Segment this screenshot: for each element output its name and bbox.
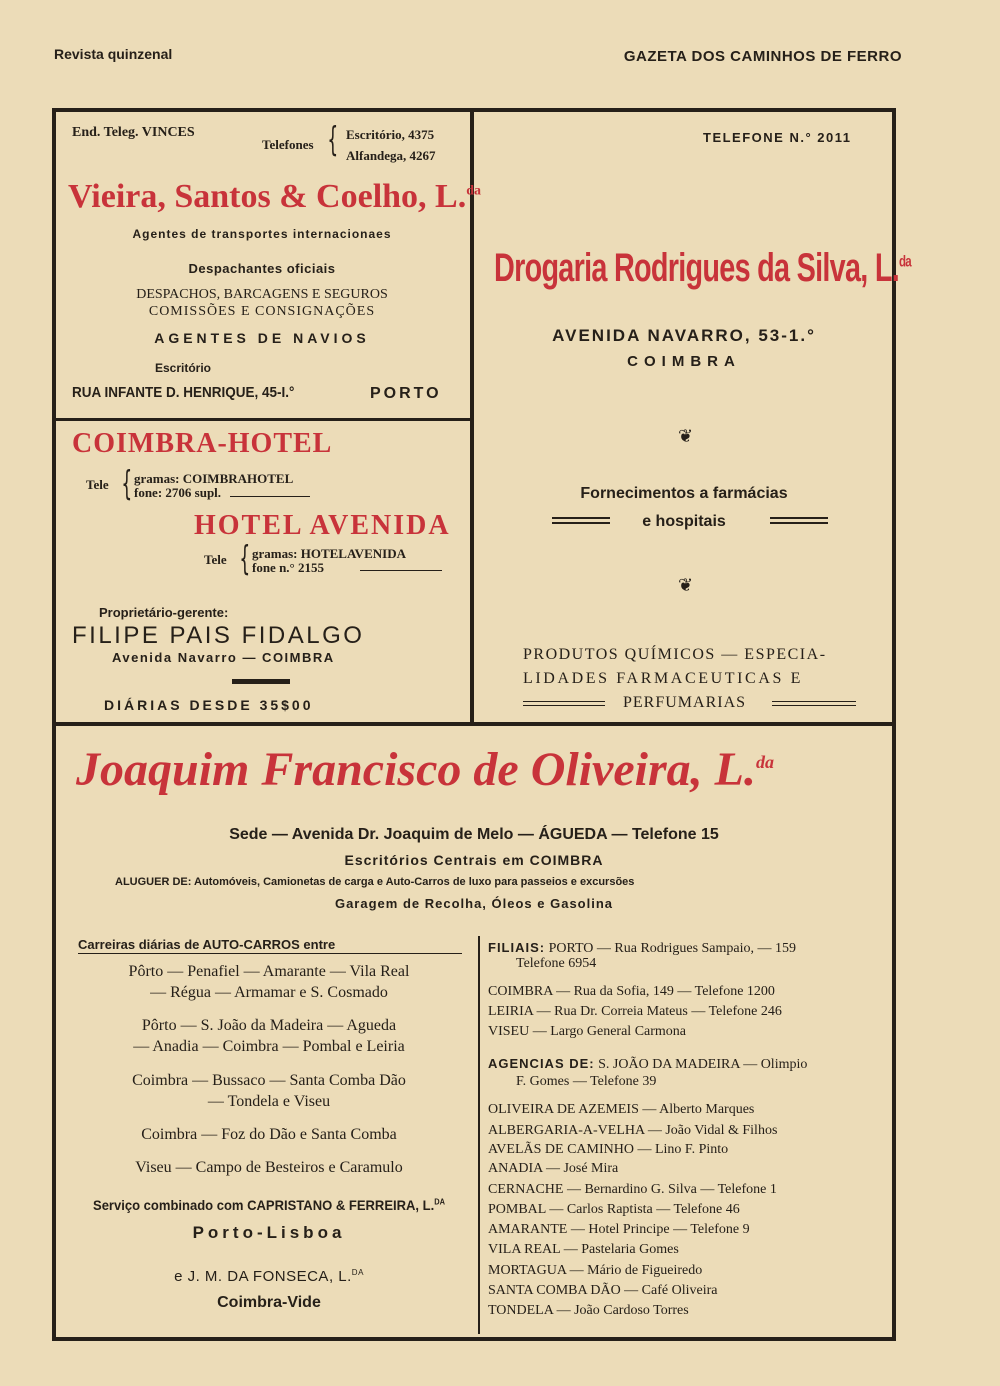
produtos-line3: PERFUMARIAS: [623, 694, 747, 711]
fonseca: e J. M. DA FONSECA, L.$^{DA}$: [174, 1268, 364, 1285]
agencia-item: POMBAL — Carlos Raptista — Telefone 46: [488, 1202, 740, 1217]
agencia-item: OLIVEIRA DE AZEMEIS — Alberto Marques: [488, 1102, 755, 1117]
double-rule: [770, 517, 828, 524]
route-line: Pôrto — Penafiel — Amarante — Vila Real: [128, 963, 410, 980]
agencia-item: AMARANTE — Hotel Principe — Telefone 9: [488, 1222, 750, 1237]
drogaria-city: COIMBRA: [627, 353, 741, 370]
produtos-line2: LIDADES FARMACEUTICAS E: [523, 670, 803, 687]
coimbra-hotel-gramas: gramas: COIMBRAHOTEL: [134, 471, 294, 486]
agencia-item: AVELÃS DE CAMINHO — Lino F. Pinto: [488, 1142, 729, 1157]
vieira-address: RUA INFANTE D. HENRIQUE, 45-I.°: [72, 384, 295, 401]
vieira-city: PORTO: [370, 385, 442, 402]
garagem: Garagem de Recolha, Óleos e Gasolina: [334, 896, 614, 911]
tele-label: Tele: [204, 552, 227, 567]
separator-bar: [232, 679, 290, 684]
agencia-item: TONDELA — João Cardoso Torres: [488, 1303, 689, 1318]
ornament-icon: ❦: [678, 426, 694, 447]
filiais-first: FILIAIS: PORTO — Rua Rodrigues Sampaio, — 159: [488, 940, 797, 956]
route-line: Coimbra — Bussaco — Santa Comba Dão: [132, 1072, 406, 1089]
teleg-address: End. Teleg. VINCES: [72, 125, 195, 140]
column-divider: [478, 936, 480, 1334]
vieira-subtitle: Agentes de transportes internacionaes: [132, 227, 392, 241]
produtos-line1: PRODUTOS QUÍMICOS — ESPECIA-: [523, 646, 827, 663]
diarias: DIÁRIAS DESDE 35$00: [104, 697, 314, 713]
header-right: GAZETA DOS CAMINHOS DE FERRO: [623, 48, 902, 65]
fornecimentos-line2: e hospitais: [642, 513, 726, 530]
fornecimentos-line1: Fornecimentos a farmácias: [580, 485, 788, 502]
aluguer-line: ALUGUER DE: Automóveis, Camionetas de carga e Auto-Carros de luxo para passeios e excursões: [115, 876, 635, 888]
escritorio-label: Escritório: [155, 361, 212, 375]
agentes-navios: AGENTES DE NAVIOS: [154, 330, 370, 346]
filial-item: COIMBRA — Rua da Sofia, 149 — Telefone 1200: [488, 984, 775, 999]
coimbra-vide: Coimbra-Vide: [217, 1294, 321, 1311]
brace-icon: {: [121, 464, 133, 504]
agencia-item: SANTA COMBA DÃO — Café Oliveira: [488, 1283, 718, 1298]
ornament-icon: ❦: [678, 575, 694, 596]
agencia-item: CERNACHE — Bernardino G. Silva — Telefone 1: [488, 1182, 777, 1197]
despachantes: Despachantes oficiais: [188, 261, 336, 276]
agencia-item: ALBERGARIA-A-VELHA — João Vidal & Filhos: [488, 1123, 778, 1138]
telefones-label: Telefones: [262, 137, 314, 152]
joaquim-company-name: Joaquim Francisco de Oliveira, L.$^{da}$: [76, 743, 774, 796]
agencia-item: MORTAGUA — Mário de Figueiredo: [488, 1263, 703, 1278]
hotel-address: Avenida Navarro — COIMBRA: [112, 650, 335, 665]
agencias-first-cont: F. Gomes — Telefone 39: [516, 1074, 657, 1089]
coimbra-hotel-title: COIMBRA-HOTEL: [72, 428, 333, 459]
proprietario-name: FILIPE PAIS FIDALGO: [72, 622, 365, 649]
route-line: Coimbra — Foz do Dão e Santa Comba: [141, 1126, 397, 1143]
hotel-avenida-gramas: gramas: HOTELAVENIDA: [252, 546, 406, 561]
agencia-item: VILA REAL — Pastelaria Gomes: [488, 1242, 679, 1257]
drogaria-address: AVENIDA NAVARRO, 53-1.°: [552, 326, 816, 345]
hotel-avenida-fone: fone n.° 2155: [252, 560, 325, 575]
porto-lisboa: Porto-Lisboa: [192, 1223, 346, 1242]
header-left: Revista quinzenal: [54, 46, 173, 62]
route-line: Viseu — Campo de Besteiros e Caramulo: [135, 1159, 403, 1176]
phone-escritorio: Escritório, 4375: [346, 127, 435, 142]
vieira-line1: DESPACHOS, BARCAGENS E SEGUROS: [136, 287, 388, 302]
vieira-line2: COMISSÕES E CONSIGNAÇÕES: [148, 304, 376, 319]
joaquim-sede: Sede — Avenida Dr. Joaquim de Melo — ÁGUEDA — Telefone 15: [229, 826, 719, 843]
vieira-company-name: Vieira, Santos & Coelho, L.$^{da}$: [68, 178, 482, 215]
route-line: — Tondela e Viseu: [207, 1093, 331, 1110]
brace-icon: {: [239, 539, 251, 579]
route-line: — Anadia — Coimbra — Pombal e Leiria: [133, 1038, 405, 1055]
carreiras-title: Carreiras diárias de AUTO-CARROS entre: [78, 937, 336, 952]
proprietario-label: Proprietário-gerente:: [99, 605, 229, 620]
route-line: — Régua — Armamar e S. Cosmado: [150, 984, 388, 1001]
double-rule: [772, 701, 856, 706]
agencias-first: AGENCIAS DE: S. JOÃO DA MADEIRA — Olimpio: [488, 1056, 808, 1072]
drogaria-company-name: Drogaria Rodrigues da Silva, L.$^{da}$: [494, 246, 911, 290]
servico-combinado: Serviço combinado com CAPRISTANO & FERREIRA, L.$^{DA}$: [93, 1197, 445, 1213]
hotel-avenida-title: HOTEL AVENIDA: [194, 510, 451, 541]
drogaria-telefone: TELEFONE N.° 2011: [703, 130, 852, 145]
filiais-first-phone: Telefone 6954: [516, 956, 597, 971]
filial-item: VISEU — Largo General Carmona: [488, 1024, 687, 1039]
filial-item: LEIRIA — Rua Dr. Correia Mateus — Telefone 246: [488, 1004, 782, 1019]
tele-label: Tele: [86, 477, 109, 492]
double-rule: [523, 701, 605, 706]
coimbra-hotel-fone: fone: 2706 supl.: [134, 485, 222, 500]
route-line: Pôrto — S. João da Madeira — Agueda: [141, 1017, 397, 1034]
phone-alfandega: Alfandega, 4267: [346, 148, 436, 163]
brace-icon: {: [327, 120, 339, 160]
escritorios-centrais: Escritórios Centrais em COIMBRA: [344, 852, 604, 868]
agencia-item: ANADIA — José Mira: [488, 1161, 619, 1176]
